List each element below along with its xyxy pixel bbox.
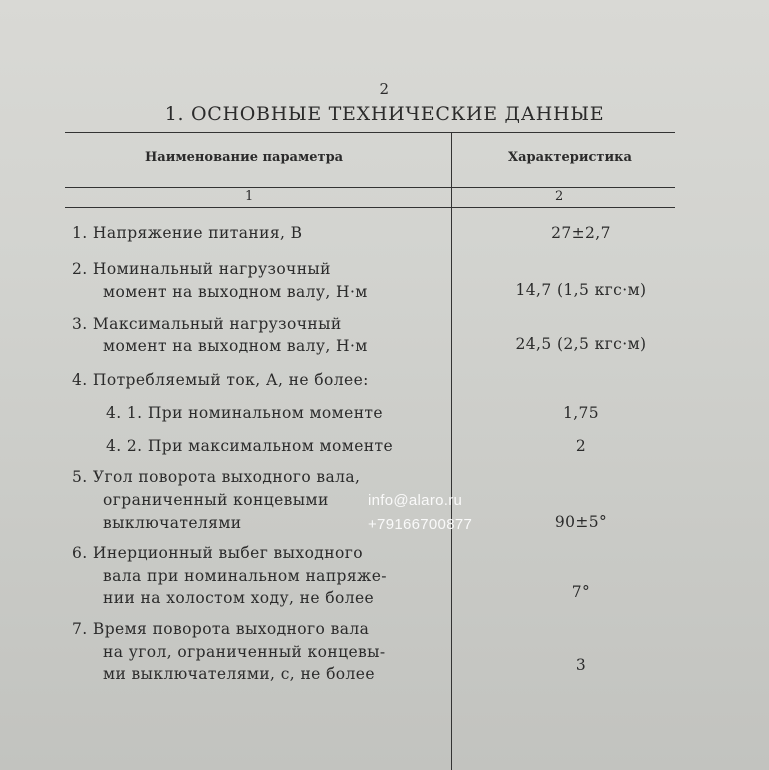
column-number-2: 2 <box>555 189 564 204</box>
row-7-value: 3 <box>575 656 587 674</box>
row-5-param-line-2: ограниченный концевыми <box>103 491 329 509</box>
column-divider-numbers <box>451 188 452 207</box>
row-4-2-value: 2 <box>575 437 587 455</box>
watermark-phone: +79166700877 <box>368 516 473 533</box>
row-4-1-value: 1,75 <box>562 404 600 422</box>
header-parameter: Наименование параметра <box>145 150 344 165</box>
row-6-param-line-2: вала при номинальном напряже- <box>103 567 387 585</box>
row-6-value: 7° <box>571 583 591 601</box>
row-4-1-param-line-1: 4. 1. При номинальном моменте <box>106 404 383 422</box>
row-6-param-line-3: нии на холостом ходу, не более <box>103 589 375 607</box>
row-6-param-line-1: 6. Инерционный выбег выходного <box>72 544 363 562</box>
row-4-2-param-line-1: 4. 2. При максимальном моменте <box>106 437 394 455</box>
row-3-value: 24,5 (2,5 кгс·м) <box>515 335 647 353</box>
column-number-rule <box>65 207 675 208</box>
column-divider-header <box>451 133 452 187</box>
row-7-param-line-1: 7. Время поворота выходного вала <box>72 620 370 638</box>
row-2-param-line-2: момент на выходном валу, Н·м <box>103 283 368 301</box>
column-divider-body <box>451 208 452 770</box>
row-7-param-line-2: на угол, ограниченный концевы- <box>103 643 386 661</box>
row-2-value: 14,7 (1,5 кгс·м) <box>515 281 647 299</box>
row-3-param-line-2: момент на выходном валу, Н·м <box>103 337 368 355</box>
page-number: 2 <box>379 80 390 98</box>
row-1-param-line-1: 1. Напряжение питания, В <box>72 224 303 242</box>
row-1-value: 27±2,7 <box>551 224 611 242</box>
row-7-param-line-3: ми выключателями, с, не более <box>103 665 375 683</box>
header-characteristic: Характеристика <box>508 150 632 165</box>
row-2-param-line-1: 2. Номинальный нагрузочный <box>72 260 331 278</box>
header-bottom-rule <box>65 187 675 188</box>
table-top-rule <box>65 132 675 133</box>
row-5-param-line-3: выключателями <box>103 514 242 532</box>
column-number-1: 1 <box>245 189 254 204</box>
row-4-param-line-1: 4. Потребляемый ток, А, не более: <box>72 371 369 389</box>
row-5-value: 90±5° <box>554 513 608 531</box>
row-5-param-line-1: 5. Угол поворота выходного вала, <box>72 468 361 486</box>
section-title: 1. ОСНОВНЫЕ ТЕХНИЧЕСКИЕ ДАННЫЕ <box>164 103 605 125</box>
watermark-email: info@alaro.ru <box>368 492 463 509</box>
row-3-param-line-1: 3. Максимальный нагрузочный <box>72 315 342 333</box>
